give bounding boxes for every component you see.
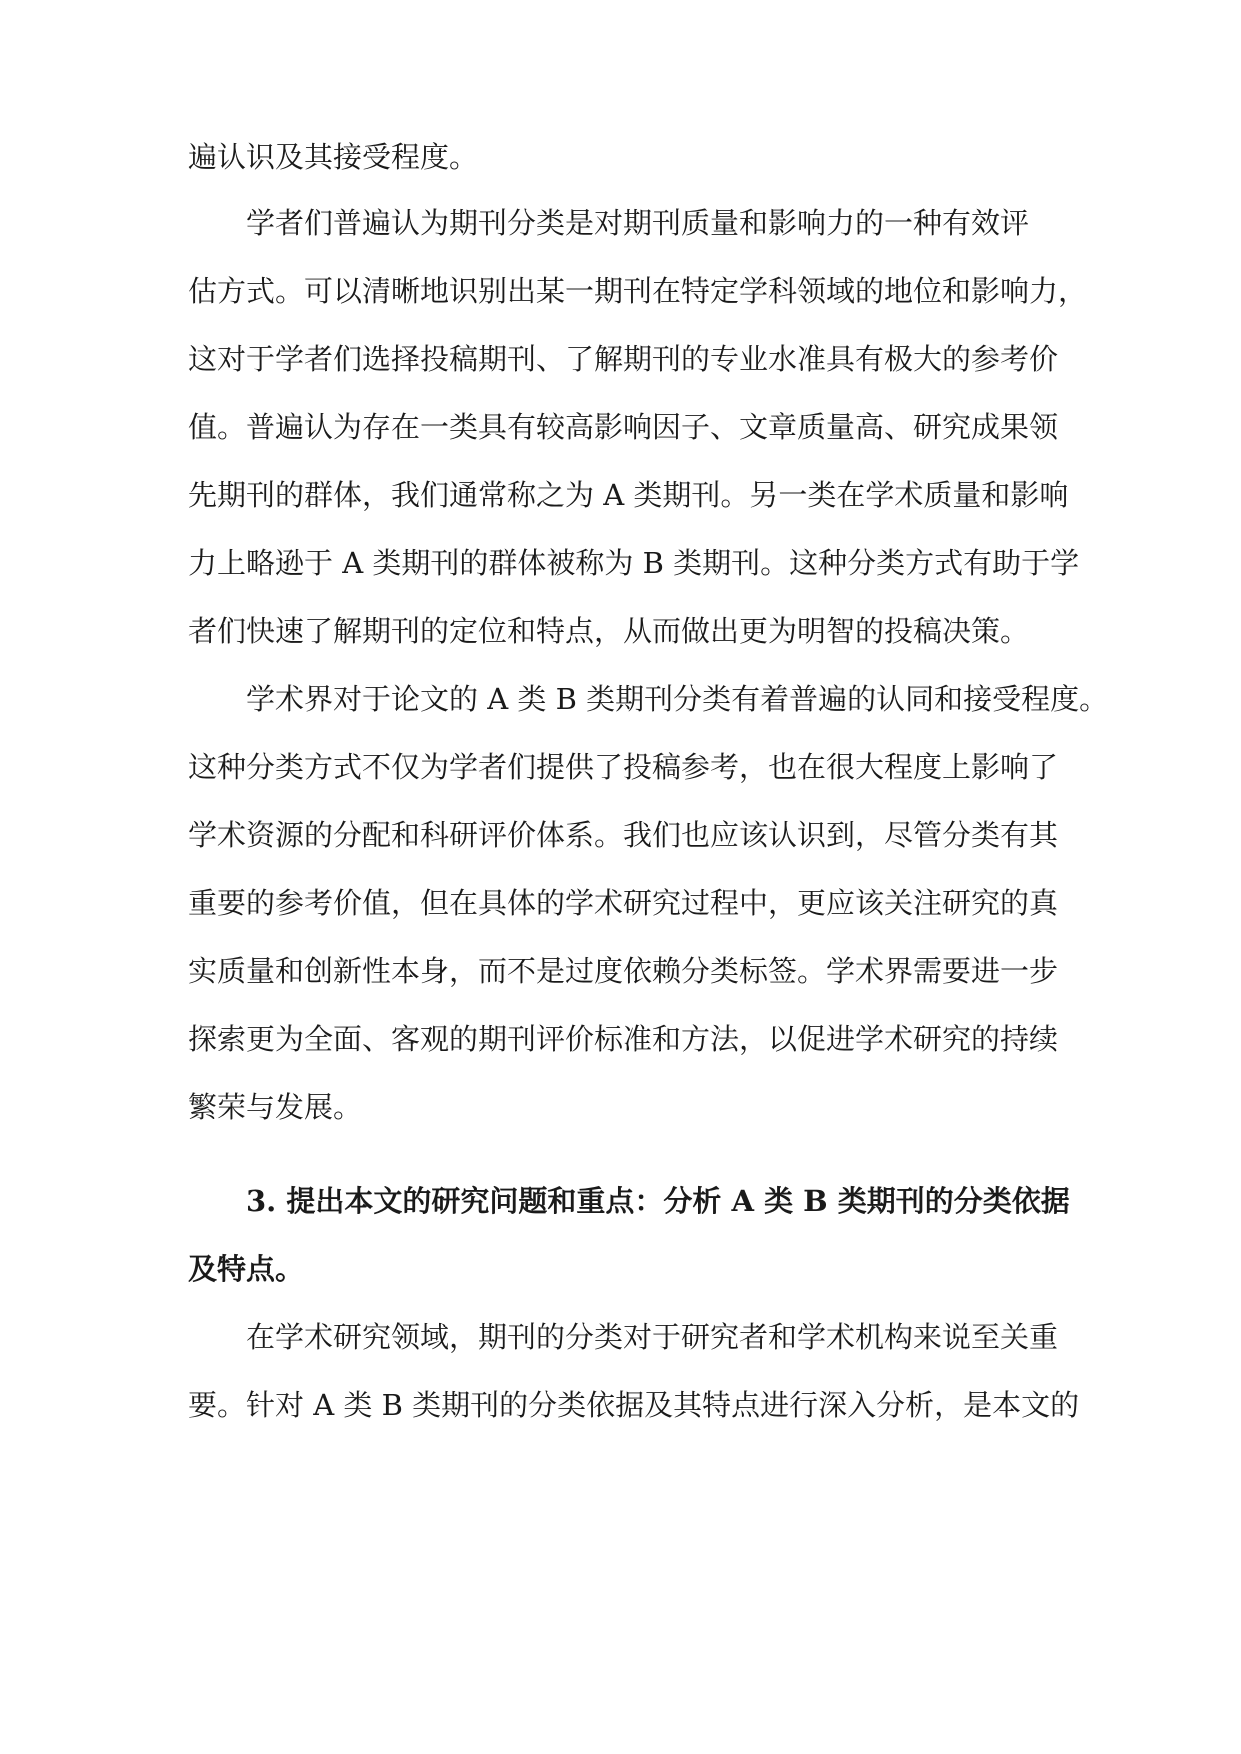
paragraph-2-line-1: 学者们普遍认为期刊分类是对期刊质量和影响力的一种有效评	[246, 206, 1030, 240]
paragraph-2-line-3: 这对于学者们选择投稿期刊、了解期刊的专业水准具有极大的参考价	[188, 342, 1059, 376]
paragraph-3-line-7: 繁荣与发展。	[188, 1090, 363, 1124]
paragraph-4-line-2: 要。针对 A 类 B 类期刊的分类依据及其特点进行深入分析，是本文的	[188, 1388, 1080, 1422]
paragraph-2-line-2: 估方式。可以清晰地识别出某一期刊在特定学科领域的地位和影响力，	[188, 274, 1088, 308]
paragraph-3-line-5: 实质量和创新性本身，而不是过度依赖分类标签。学术界需要进一步	[188, 954, 1059, 988]
paragraph-4-line-1: 在学术研究领域，期刊的分类对于研究者和学术机构来说至关重	[246, 1320, 1059, 1354]
paragraph-3-line-4: 重要的参考价值，但在具体的学术研究过程中，更应该关注研究的真	[188, 886, 1059, 920]
paragraph-3-line-6: 探索更为全面、客观的期刊评价标准和方法，以促进学术研究的持续	[188, 1022, 1059, 1056]
paragraph-2-line-6: 力上略逊于 A 类期刊的群体被称为 B 类期刊。这种分类方式有助于学	[188, 546, 1080, 580]
paragraph-1-line-1: 遍认识及其接受程度。	[188, 140, 479, 174]
paragraph-3-line-1: 学术界对于论文的 A 类 B 类期刊分类有着普遍的认同和接受程度。	[246, 682, 1109, 716]
paragraph-3-line-2: 这种分类方式不仅为学者们提供了投稿参考，也在很大程度上影响了	[188, 750, 1059, 784]
paragraph-2-line-4: 值。普遍认为存在一类具有较高影响因子、文章质量高、研究成果领	[188, 410, 1059, 444]
section-heading-line-2: 及特点。	[188, 1252, 305, 1286]
section-heading-line-1: 3. 提出本文的研究问题和重点：分析 A 类 B 类期刊的分类依据	[246, 1184, 1070, 1218]
paragraph-2-line-5: 先期刊的群体，我们通常称之为 A 类期刊。另一类在学术质量和影响	[188, 478, 1069, 512]
paragraph-2-line-7: 者们快速了解期刊的定位和特点，从而做出更为明智的投稿决策。	[188, 614, 1030, 648]
paragraph-3-line-3: 学术资源的分配和科研评价体系。我们也应该认识到，尽管分类有其	[188, 818, 1059, 852]
